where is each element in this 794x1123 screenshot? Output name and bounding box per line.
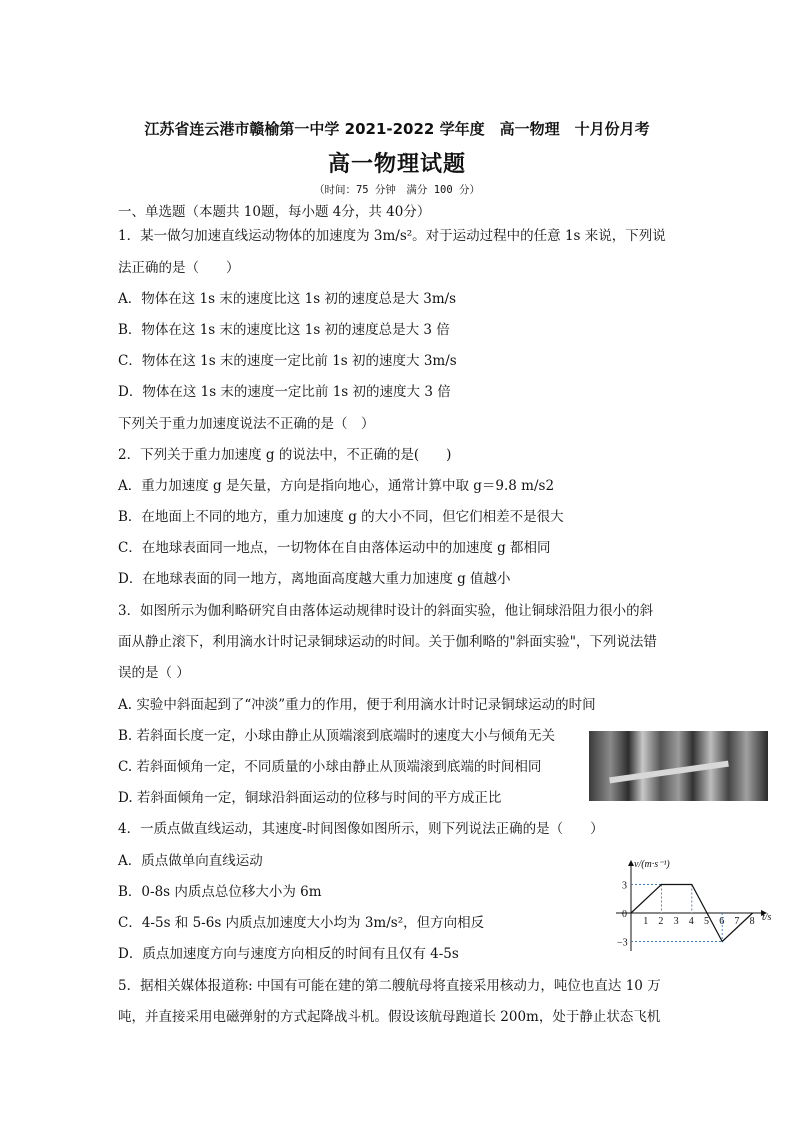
x-tick-label: 8 [749,916,755,927]
interlude-text: 下列关于重力加速度说法不正确的是（ ） [118,416,375,432]
q4-option-c: C．4-5s 和 5-6s 内质点加速度大小均为 3m/s²，但方向相反 [118,915,485,931]
q4-stem: 4．一质点做直线运动，其速度-时间图像如图所示，则下列说法正确的是（ ） [118,821,604,837]
y-tick-label: 3 [622,880,627,892]
velocity-time-graph [608,855,783,955]
q3-stem-line-2: 面从静止滚下，利用滴水计时记录铜球运动的时间。关于伽利略的"斜面实验"，下列说法错 [118,634,657,650]
q3-option-c: C. 若斜面倾角一定，不同质量的小球由静止从顶端滚到底端的时间相同 [118,759,542,775]
q2-option-a: A．重力加速度 g 是矢量，方向是指向地心，通常计算中取 g＝9.8 m/s2 [118,478,555,494]
q3-option-b: B. 若斜面长度一定，小球由静止从顶端滚到底端时的速度大小与倾角无关 [118,728,556,744]
school-exam-line: 江苏省连云港市赣榆第一中学 2021-2022 学年度 高一物理 十月份月考 [144,120,650,138]
y-axis-label: v/(m·s⁻¹) [634,859,670,870]
section-heading: 一、单选题（本题共 10题，每小题 4分，共 40分） [118,204,431,220]
q2-option-c: C．在地球表面同一地点，一切物体在自由落体运动中的加速度 g 都相同 [118,540,551,556]
q4-option-b: B．0-8s 内质点总位移大小为 6m [118,884,322,900]
q3-stem-line-3: 误的是（ ） [118,665,190,681]
x-tick-label: 3 [673,916,679,927]
x-tick-label: 6 [719,916,725,927]
q3-stem-line-1: 3．如图所示为伽利略研究自由落体运动规律时设计的斜面实验，他让铜球沿阻力很小的斜 [118,603,654,619]
q2-option-b: B．在地面上不同的地方，重力加速度 g 的大小不同，但它们相差不是很大 [118,509,564,525]
q2-option-d: D．在地球表面的同一地方，离地面高度越大重力加速度 g 值越小 [118,571,511,587]
q2-stem: 2．下列关于重力加速度 g 的说法中，不正确的是( ) [118,447,452,463]
galileo-inclined-plane-painting [589,731,768,801]
page-title: 高一物理试题 [327,152,466,177]
q1-option-c: C．物体在这 1s 末的速度一定比前 1s 初的速度大 3m/s [118,353,457,369]
x-tick-label: 7 [734,916,740,927]
q5-stem-line-2: 吨，并直接采用电磁弹射的方式起降战斗机。假设该航母跑道长 200m，处于静止状态飞机 [118,1009,661,1025]
x-tick-label: 4 [688,916,694,927]
q4-option-a: A．质点做单向直线运动 [118,853,263,869]
q5-stem-line-1: 5．据相关媒体报道称: 中国有可能在建的第二艘航母将直接采用核动力，吨位也直达 10 万 [118,978,661,994]
q4-option-d: D．质点加速度方向与速度方向相反的时间有且仅有 4-5s [118,946,459,962]
exam-time-info: （时间：75 分钟 满分 100 分） [313,184,481,196]
q3-option-a: A. 实验中斜面起到了“冲淡”重力的作用，便于利用滴水计时记录铜球运动的时间 [118,697,596,713]
q1-stem-line-2: 法正确的是（ ） [118,260,240,276]
y-tick-label: 0 [622,909,627,920]
x-tick-label: 2 [658,916,664,927]
x-tick-label: 5 [704,916,709,927]
q1-option-b: B．物体在这 1s 末的速度比这 1s 初的速度总是大 3 倍 [118,322,450,338]
y-tick-label: −3 [617,937,628,949]
q1-option-a: A．物体在这 1s 末的速度比这 1s 初的速度总是大 3m/s [118,291,457,307]
x-axis-label: t/s [762,912,772,923]
q3-option-d: D. 若斜面倾角一定，铜球沿斜面运动的位移与时间的平方成正比 [118,790,502,806]
q1-option-d: D．物体在这 1s 末的速度一定比前 1s 初的速度大 3 倍 [118,384,451,400]
q1-stem-line-1: 1．某一做匀加速直线运动物体的加速度为 3m/s²。对于运动过程中的任意 1s 来说，下列说 [118,228,666,244]
x-tick-label: 1 [643,916,649,927]
